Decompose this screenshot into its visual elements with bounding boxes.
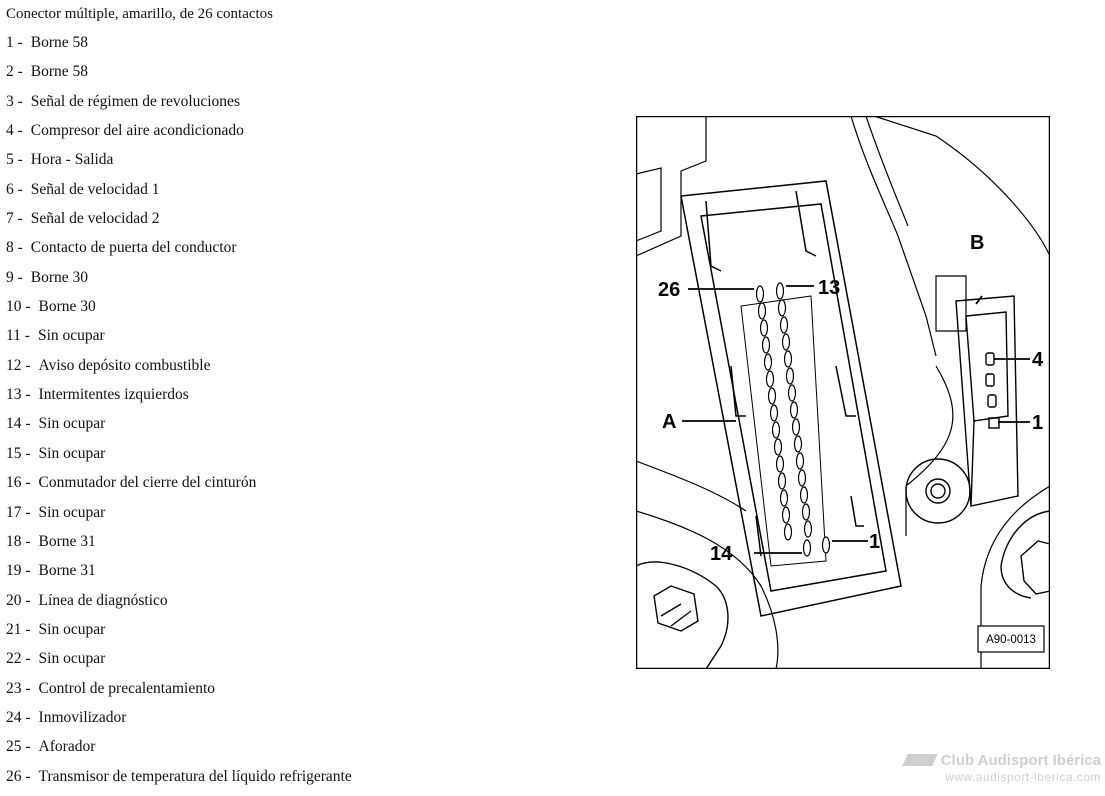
- pin-description: Señal de régimen de revoluciones: [30, 92, 240, 110]
- pin-item: [6, 238, 352, 267]
- label-connector-b-pin-4: 4: [1032, 349, 1044, 371]
- pin-description: Borne 30: [38, 298, 96, 316]
- pin-description: Control de precalentamiento: [38, 679, 216, 697]
- pin-number: 11 -: [6, 327, 30, 345]
- connector-diagram: [636, 116, 1050, 669]
- pin-item: [6, 767, 352, 796]
- pin-number: 6 -: [6, 180, 23, 198]
- pin-item: [6, 414, 352, 443]
- pin-item: [6, 297, 352, 326]
- connector-diagram-svg: [636, 116, 1050, 669]
- pin-description: Borne 30: [30, 268, 89, 286]
- pin-number: 7 -: [6, 210, 23, 228]
- pin-description: Hora - Salida: [30, 151, 114, 169]
- label-pin-26: 26: [658, 279, 681, 301]
- watermark-title: Club Audisport Ibérica: [940, 752, 1101, 769]
- pin-description: Señal de velocidad 1: [30, 180, 160, 198]
- pin-item: [6, 473, 352, 502]
- pin-number: 8 -: [6, 239, 23, 257]
- pin-number: 26 -: [6, 767, 31, 785]
- pin-item: [6, 679, 352, 708]
- pin-number: 2 -: [6, 63, 23, 81]
- pin-number: 24 -: [6, 708, 31, 726]
- pin-number: 16 -: [6, 474, 31, 492]
- pin-description: Contacto de puerta del conductor: [30, 239, 237, 257]
- pin-item: [6, 620, 352, 649]
- pin-item: [6, 326, 352, 355]
- pin-number: 1 -: [6, 34, 23, 51]
- pin-item: [6, 591, 352, 620]
- pin-item: [6, 444, 352, 473]
- pin-item: [6, 33, 352, 62]
- pin-number: 4 -: [6, 122, 23, 140]
- pin-description: Sin ocupar: [38, 415, 106, 433]
- label-pin-13: 13: [818, 277, 841, 299]
- pin-item: [6, 532, 352, 561]
- club-logo-icon: [902, 754, 938, 766]
- pin-number: 14 -: [6, 415, 31, 433]
- pin-number: 22 -: [6, 650, 31, 668]
- pin-description: Aforador: [38, 738, 96, 756]
- label-connector-b: B: [970, 232, 985, 254]
- pin-number: 10 -: [6, 298, 31, 316]
- pin-item: [6, 121, 352, 150]
- pin-description: Sin ocupar: [38, 444, 106, 462]
- label-pin-1: 1: [869, 531, 881, 553]
- pin-item: [6, 561, 352, 590]
- pin-number: 3 -: [6, 92, 23, 110]
- pin-description: Señal de velocidad 2: [30, 210, 160, 228]
- pin-item: [6, 62, 352, 91]
- pin-item: [6, 180, 352, 209]
- pin-number: 9 -: [6, 268, 23, 286]
- pin-number: 12 -: [6, 356, 31, 374]
- pin-number: 13 -: [6, 386, 31, 404]
- pin-item: [6, 649, 352, 678]
- pin-description: Borne 31: [38, 562, 96, 580]
- pin-item: [6, 268, 352, 297]
- pin-number: 15 -: [6, 444, 31, 462]
- label-pin-14: 14: [710, 543, 733, 565]
- pin-description: Compresor del aire acondicionado: [30, 122, 244, 140]
- pin-item: [6, 92, 352, 121]
- pin-number: 20 -: [6, 591, 31, 609]
- pin-number: 17 -: [6, 503, 31, 521]
- pin-description: Inmovilizador: [38, 708, 127, 726]
- pin-description: Sin ocupar: [38, 503, 106, 521]
- pin-item: [6, 503, 352, 532]
- pin-description: Borne 58: [30, 34, 89, 51]
- pin-number: 18 -: [6, 532, 31, 550]
- pin-number: 25 -: [6, 738, 31, 756]
- watermark: [856, 752, 1101, 784]
- diagram-frame: [636, 116, 1050, 669]
- pin-description: Aviso depósito combustible: [38, 356, 211, 374]
- pin-item: [6, 150, 352, 179]
- label-connector-a: A: [662, 411, 677, 433]
- pin-description: Conmutador del cierre del cinturón: [38, 474, 257, 492]
- pin-item: [6, 356, 352, 385]
- watermark-title-row: [856, 752, 1101, 770]
- pin-assignment-list: [6, 33, 352, 796]
- pin-description: Intermitentes izquierdos: [38, 386, 189, 404]
- figure-code: A90-0013: [986, 634, 1036, 646]
- pin-item: [6, 209, 352, 238]
- pin-item: [6, 708, 352, 737]
- pin-description: Sin ocupar: [38, 650, 106, 668]
- pin-description: Sin ocupar: [37, 327, 105, 345]
- pin-description: Borne 58: [30, 63, 89, 81]
- pin-number: 21 -: [6, 620, 31, 638]
- pin-description: Línea de diagnóstico: [38, 591, 168, 609]
- pin-number: 23 -: [6, 679, 31, 697]
- pin-number: 5 -: [6, 151, 23, 169]
- pin-description: Sin ocupar: [38, 620, 106, 638]
- pin-number: 19 -: [6, 562, 31, 580]
- watermark-url: www.audisport-iberica.com: [945, 770, 1101, 784]
- pin-item: [6, 737, 352, 766]
- pin-item: [6, 385, 352, 414]
- pin-description: Transmisor de temperatura del líquido refrigerante: [38, 767, 352, 785]
- label-connector-b-pin-1: 1: [1032, 412, 1044, 434]
- pin-description: Borne 31: [38, 532, 96, 550]
- document-title: Conector múltiple, amarillo, de 26 contactos: [6, 6, 274, 22]
